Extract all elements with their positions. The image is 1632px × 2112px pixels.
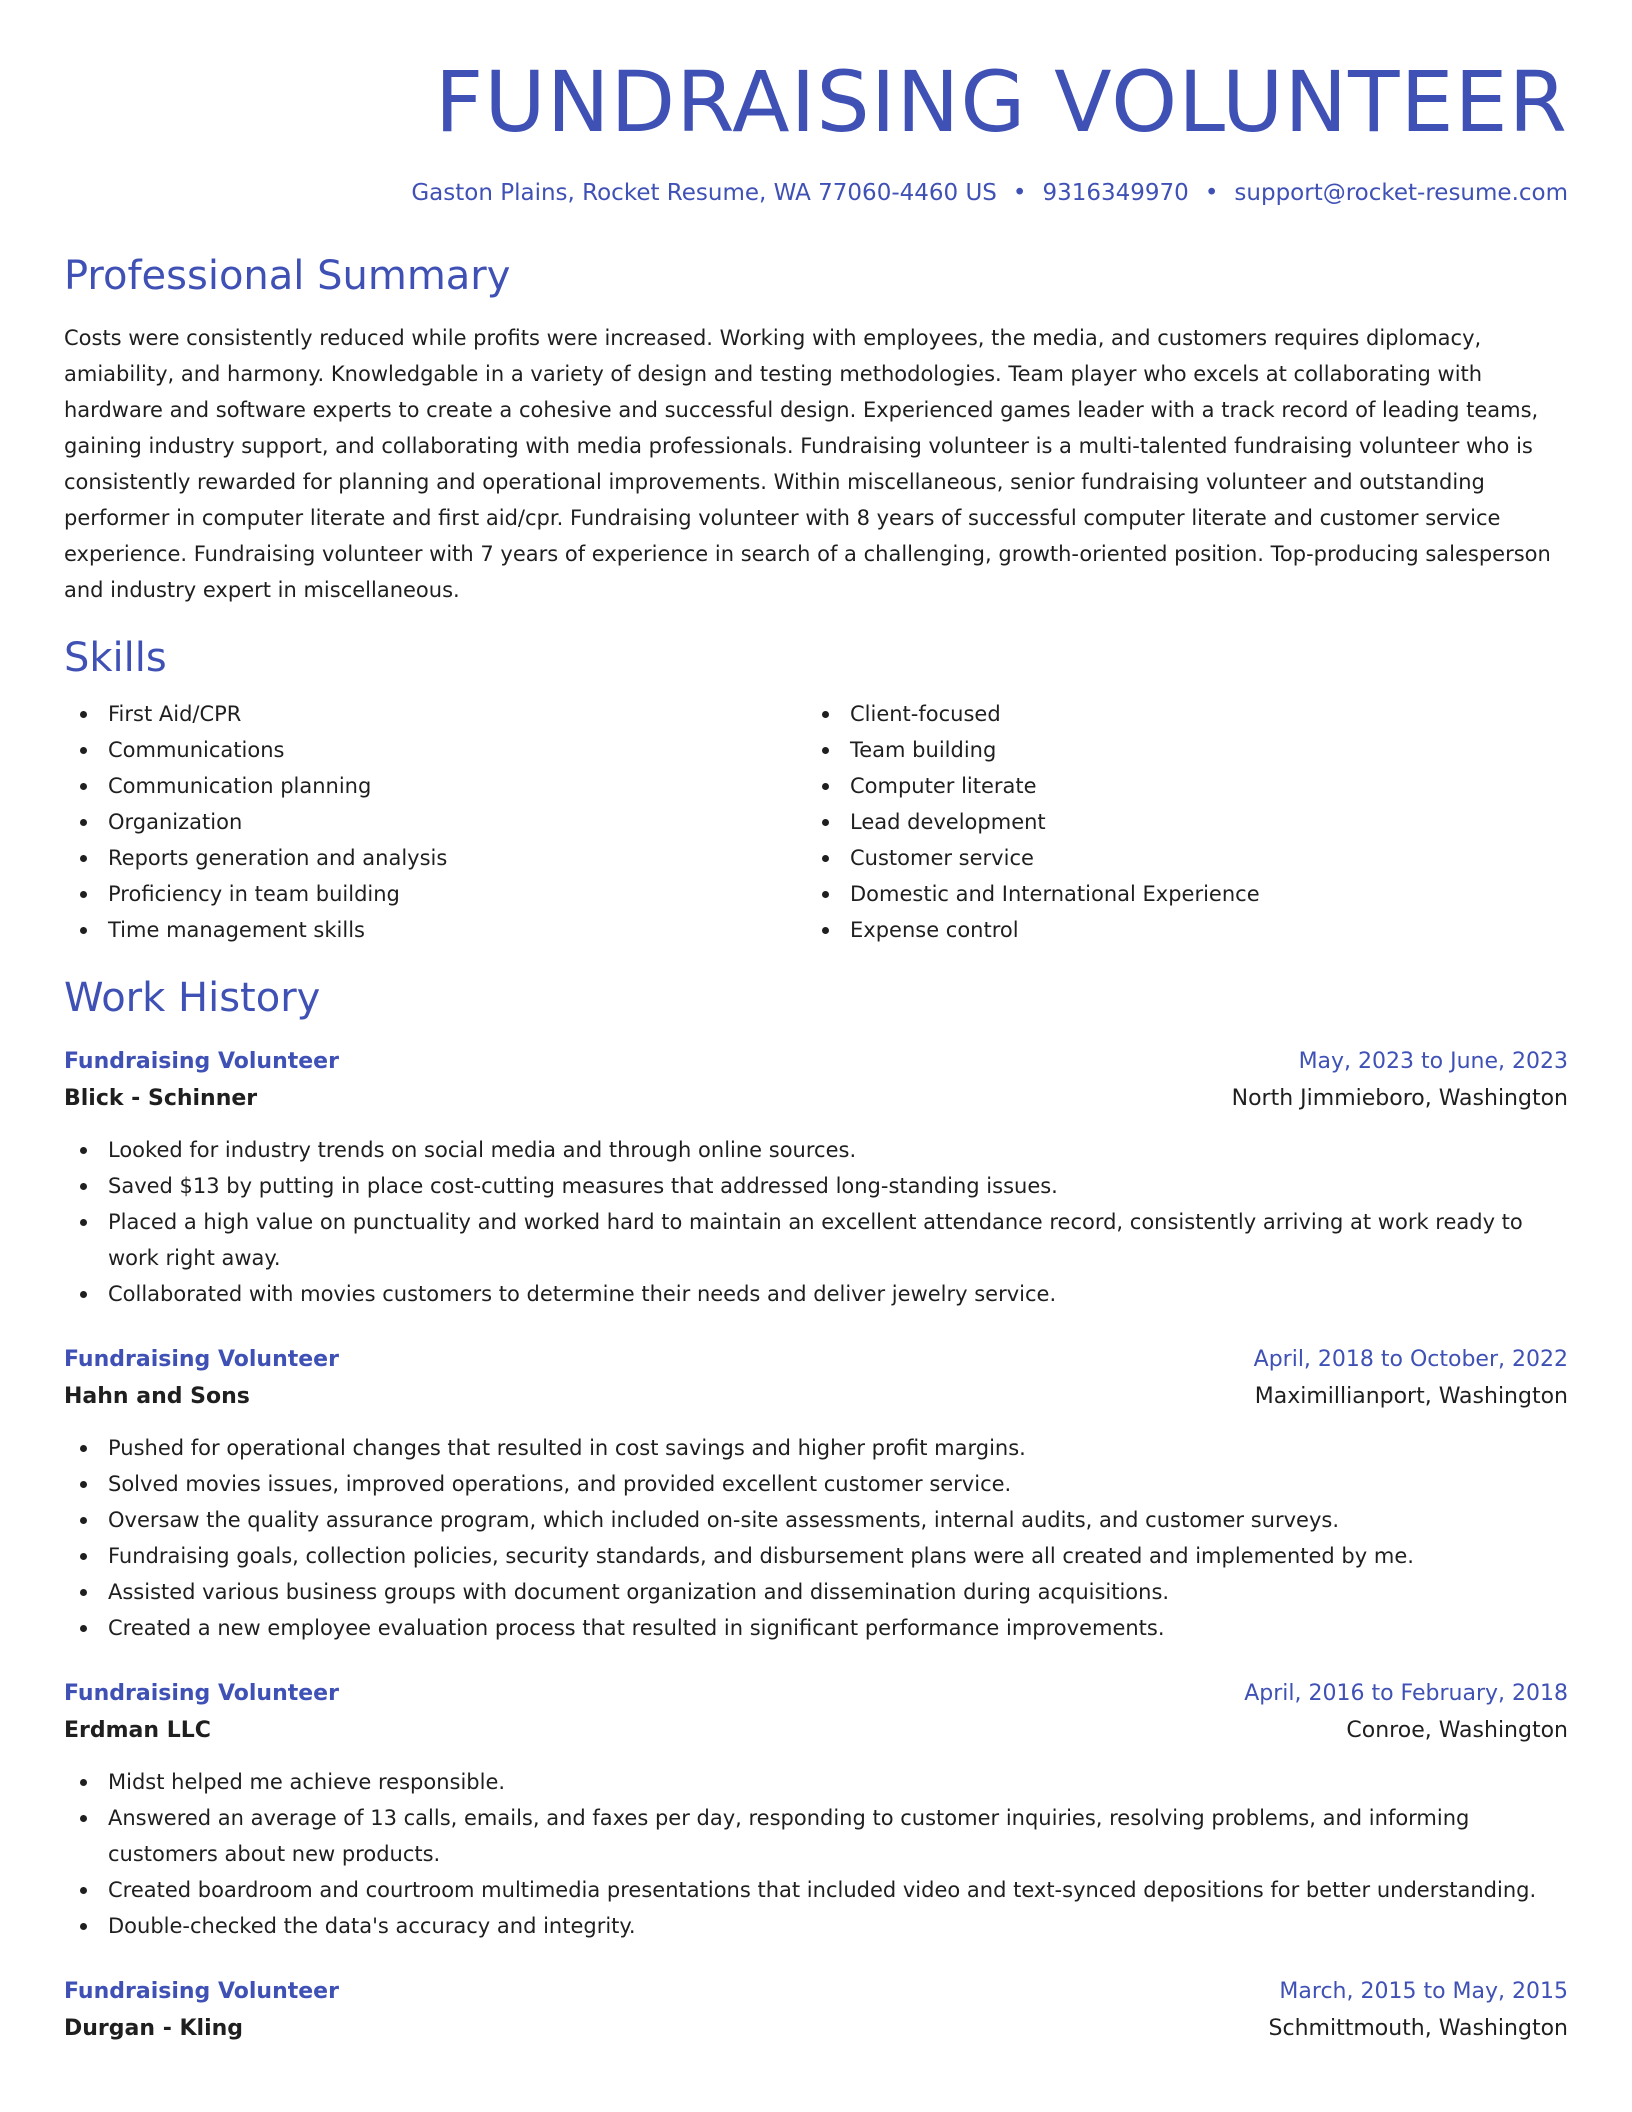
job-company: Durgan - Kling — [64, 2015, 244, 2041]
skill-item: Proficiency in team building — [64, 876, 806, 912]
job-bullets — [64, 1430, 1568, 1646]
contact-email: support@rocket-resume.com — [1234, 180, 1568, 206]
job-bullet: Collaborated with movies customers to determine their needs and deliver jewelry service. — [64, 1276, 1568, 1312]
contact-separator: • — [1204, 180, 1219, 206]
job-title: Fundraising Volunteer — [64, 1048, 339, 1074]
skill-item: Time management skills — [64, 912, 806, 948]
skill-item: Customer service — [806, 840, 1548, 876]
job-dates: April, 2018 to October, 2022 — [1253, 1346, 1568, 1372]
job-bullet: Fundraising goals, collection policies, security standards, and disbursement plans were all created and implemented by me. — [64, 1538, 1568, 1574]
skill-item: First Aid/CPR — [64, 696, 806, 732]
contact-separator: • — [1012, 180, 1027, 206]
job-title: Fundraising Volunteer — [64, 1680, 339, 1706]
job-bullets — [64, 1132, 1568, 1312]
job-bullet: Created boardroom and courtroom multimedia presentations that included video and text-synced depositions for better understanding. — [64, 1872, 1568, 1908]
job-bullet: Midst helped me achieve responsible. — [64, 1764, 1568, 1800]
job-company: Blick - Schinner — [64, 1085, 258, 1111]
skill-item: Client-focused — [806, 696, 1548, 732]
job-bullet: Created a new employee evaluation process that resulted in significant performance improvements. — [64, 1610, 1568, 1646]
job-bullet: Saved $13 by putting in place cost-cutting measures that addressed long-standing issues. — [64, 1168, 1568, 1204]
resume-page — [64, 0, 1568, 2048]
job-entry — [64, 1676, 1568, 1944]
skill-item: Organization — [64, 804, 806, 840]
job-bullet: Solved movies issues, improved operations, and provided excellent customer service. — [64, 1466, 1568, 1502]
job-dates: May, 2023 to June, 2023 — [1298, 1048, 1568, 1074]
job-dates: April, 2016 to February, 2018 — [1244, 1680, 1568, 1706]
skills-columns — [64, 696, 1568, 948]
job-bullet: Double-checked the data's accuracy and integrity. — [64, 1908, 1568, 1944]
job-location: Schmittmouth, Washington — [1268, 2015, 1568, 2041]
job-bullets — [64, 1764, 1568, 1944]
skill-item: Communication planning — [64, 768, 806, 804]
job-location: North Jimmieboro, Washington — [1231, 1085, 1568, 1111]
job-bullet: Oversaw the quality assurance program, which included on-site assessments, internal audits, and customer surveys. — [64, 1502, 1568, 1538]
summary-text: Costs were consistently reduced while profits were increased. Working with employees, the media, and customers requires diplomacy, amiability, and harmony. Knowledgable in a variety of design and testing methodologies. Team player who excels at collaborating with hardware and software experts to create a cohesive and successful design. Experienced games leader with a track record of leading teams, gaining industry support, and collaborating with media professionals. Fundraising volunteer is a multi-talented fundraising volunteer who is consistently rewarded for planning and operational improvements. Within miscellaneous, senior fundraising volunteer and outstanding performer in computer literate and first aid/cpr. Fundraising volunteer with 8 years of successful computer literate and customer service experience. Fundraising volunteer with 7 years of experience in search of a challenging, growth-oriented position. Top-producing salesperson and industry expert in miscellaneous. — [64, 325, 1551, 602]
skill-item: Lead development — [806, 804, 1548, 840]
job-entry — [64, 1044, 1568, 1312]
job-bullet: Pushed for operational changes that resulted in cost savings and higher profit margins. — [64, 1430, 1568, 1466]
contact-address: Gaston Plains, Rocket Resume, WA 77060-4460 US — [411, 180, 997, 206]
job-bullet: Placed a high value on punctuality and worked hard to maintain an excellent attendance record, consistently arriving at work ready to work right away. — [64, 1204, 1568, 1276]
resume-name: FUNDRAISING VOLUNTEER — [434, 53, 1568, 151]
summary-title: Professional Summary — [64, 252, 511, 299]
job-bullet: Looked for industry trends on social media and through online sources. — [64, 1132, 1568, 1168]
skill-item: Team building — [806, 732, 1548, 768]
work-history-title: Work History — [64, 974, 321, 1021]
contact-phone: 9316349970 — [1042, 180, 1189, 206]
contact-line — [64, 180, 1568, 208]
skills-title: Skills — [64, 634, 167, 681]
skill-item: Reports generation and analysis — [64, 840, 806, 876]
job-title: Fundraising Volunteer — [64, 1978, 339, 2004]
skill-item: Domestic and International Experience — [806, 876, 1548, 912]
skills-right-list — [806, 696, 1548, 948]
job-title: Fundraising Volunteer — [64, 1346, 339, 1372]
job-bullet: Answered an average of 13 calls, emails, and faxes per day, responding to customer inquiries, resolving problems, and informing customers about new products. — [64, 1800, 1568, 1872]
skill-item: Communications — [64, 732, 806, 768]
skills-left-list — [64, 696, 806, 948]
job-company: Hahn and Sons — [64, 1383, 250, 1409]
job-location: Maximillianport, Washington — [1254, 1383, 1568, 1409]
skill-item: Expense control — [806, 912, 1548, 948]
job-bullet: Assisted various business groups with document organization and dissemination during acquisitions. — [64, 1574, 1568, 1610]
job-company: Erdman LLC — [64, 1717, 211, 1743]
job-entry — [64, 1342, 1568, 1646]
job-dates: March, 2015 to May, 2015 — [1279, 1978, 1568, 2004]
skill-item: Computer literate — [806, 768, 1548, 804]
job-location: Conroe, Washington — [1346, 1717, 1568, 1743]
job-entry — [64, 1974, 1568, 2048]
